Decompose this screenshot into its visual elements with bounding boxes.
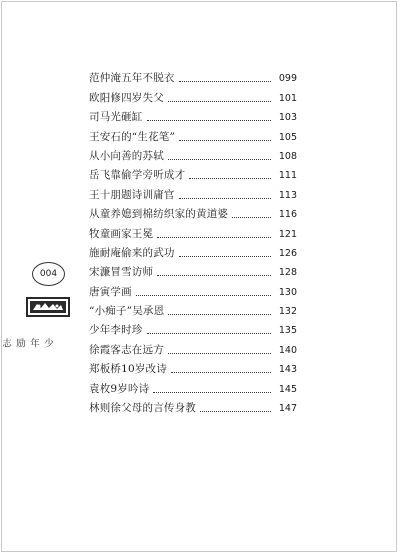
toc-entry-page: 132	[278, 306, 297, 318]
series-title: 少年励志	[0, 338, 53, 352]
toc-entry-title: 徐霞客志在远方	[89, 343, 164, 356]
dot-leader	[200, 411, 271, 412]
toc-entry[interactable]	[89, 124, 297, 143]
toc-entry-title: 唐寅学画	[89, 285, 132, 298]
toc-entry[interactable]	[89, 182, 297, 201]
dot-leader	[168, 159, 271, 160]
toc-entry[interactable]	[89, 260, 297, 279]
toc-entry-title: 范仲淹五年不脱衣	[89, 72, 175, 85]
toc-entry-page: 145	[278, 383, 297, 395]
toc-entry[interactable]	[89, 144, 297, 163]
toc-entry[interactable]	[89, 221, 297, 240]
toc-entry[interactable]	[89, 105, 297, 124]
dot-leader	[147, 333, 272, 334]
toc-entry-title: 岳飞靠偷学旁听成才	[89, 169, 186, 182]
dot-leader	[153, 392, 271, 393]
toc-entry-page: 099	[278, 73, 297, 85]
decorative-emblem-icon	[25, 296, 71, 318]
toc-entry-page: 101	[278, 92, 297, 104]
dot-leader	[168, 314, 271, 315]
toc-entry-page: 121	[278, 228, 297, 240]
dot-leader	[157, 237, 271, 238]
dot-leader	[179, 81, 271, 82]
toc-entry-title: “小痴子”吴承恩	[89, 305, 165, 318]
toc-entry-title: 司马光砸缸	[89, 111, 143, 124]
dot-leader	[179, 256, 271, 257]
toc-entry-title: 袁枚9岁吟诗	[89, 382, 150, 395]
dot-leader	[189, 178, 271, 179]
dot-leader	[232, 217, 271, 218]
toc-entry-page: 113	[278, 189, 297, 201]
toc-entry-page: 103	[278, 112, 297, 124]
toc-entry-page: 135	[278, 325, 297, 337]
toc-entry[interactable]	[89, 396, 297, 415]
toc-entry[interactable]	[89, 85, 297, 104]
toc-entry-page: 143	[278, 364, 297, 376]
toc-entry[interactable]	[89, 357, 297, 376]
toc-entry-page: 147	[278, 403, 297, 415]
toc-entry-page: 105	[278, 131, 297, 143]
dot-leader	[168, 353, 271, 354]
dot-leader	[136, 295, 271, 296]
toc-entry[interactable]	[89, 376, 297, 395]
dot-leader	[179, 140, 271, 141]
toc-entry-title: 从童养媳到棉纺织家的黄道婆	[89, 208, 229, 221]
toc-entry-title: 施耐庵偷来的武功	[89, 246, 175, 259]
page-number-badge: 004	[32, 262, 65, 286]
toc-entry-page: 126	[278, 247, 297, 259]
toc-entry-title: 欧阳修四岁失父	[89, 91, 164, 104]
toc-entry-title: 王安石的“生花笔”	[89, 130, 176, 143]
toc-entry[interactable]	[89, 163, 297, 182]
toc-entry-title: 少年李时珍	[89, 324, 143, 337]
toc-entry[interactable]	[89, 279, 297, 298]
dot-leader	[179, 198, 271, 199]
toc-entry-title: 林则徐父母的言传身教	[89, 402, 196, 415]
dot-leader	[168, 101, 271, 102]
table-of-contents	[89, 66, 297, 415]
toc-entry-title: 郑板桥10岁改诗	[89, 363, 167, 376]
toc-entry[interactable]	[89, 66, 297, 85]
toc-entry[interactable]	[89, 299, 297, 318]
toc-entry[interactable]	[89, 202, 297, 221]
toc-entry[interactable]	[89, 337, 297, 356]
toc-entry-title: 王十朋题诗训庸官	[89, 188, 175, 201]
toc-entry[interactable]	[89, 241, 297, 260]
toc-entry-page: 140	[278, 344, 297, 356]
toc-entry-page: 111	[278, 170, 297, 182]
dot-leader	[147, 120, 272, 121]
dot-leader	[171, 372, 271, 373]
toc-entry-title: 宋濂冒雪访师	[89, 266, 154, 279]
toc-entry-title: 从小向善的苏轼	[89, 149, 164, 162]
toc-entry-page: 130	[278, 286, 297, 298]
toc-entry-page: 128	[278, 267, 297, 279]
toc-entry-page: 108	[278, 150, 297, 162]
toc-entry[interactable]	[89, 318, 297, 337]
toc-entry-title: 牧童画家王冕	[89, 227, 154, 240]
dot-leader	[157, 275, 271, 276]
toc-entry-page: 116	[278, 209, 297, 221]
